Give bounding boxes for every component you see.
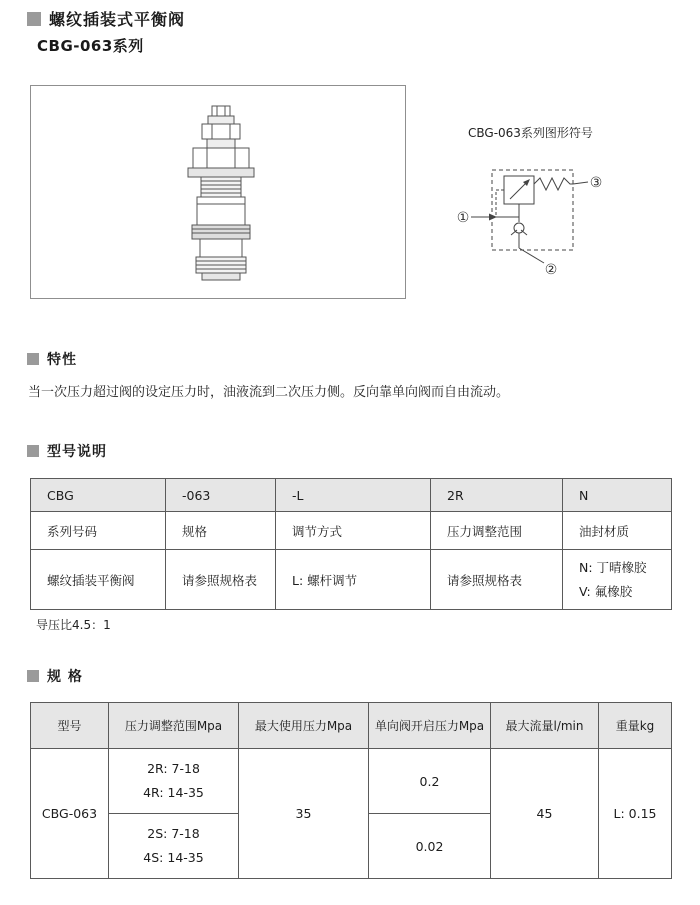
port-3-label: ③ <box>589 175 603 191</box>
title-square-icon <box>27 12 41 26</box>
features-heading <box>27 349 77 369</box>
symbol-caption: CBG-063系列图形符号 <box>468 126 593 140</box>
section-square-icon <box>27 670 39 682</box>
features-heading-label: 特性 <box>47 352 77 368</box>
seal-option-v: V: 氟橡胶 <box>579 583 633 599</box>
features-text: 当一次压力超过阀的设定压力时，油液流到二次压力侧。反向靠单向阀而自由流动。 <box>28 385 510 400</box>
spec-header-model: 型号 <box>31 703 109 749</box>
spec-model-value: CBG-063 <box>31 749 109 879</box>
value-series: 螺纹插装平衡阀 <box>31 550 166 610</box>
pilot-ratio-note: 导压比4.5：1 <box>36 618 111 632</box>
spec-pressure-range-s <box>109 814 239 879</box>
model-table-header-row <box>31 479 672 512</box>
model-seal-cell: N <box>563 479 672 512</box>
seal-option-n: N: 丁晴橡胶 <box>579 559 647 575</box>
label-adjust: 调节方式 <box>276 512 431 550</box>
spec-header-check-open: 单向阀开启压力Mpa <box>369 703 491 749</box>
series-subtitle: CBG-063系列 <box>37 37 144 55</box>
range-4r: 4R: 14-35 <box>143 785 204 800</box>
page-title: 螺纹插装式平衡阀 <box>49 10 186 29</box>
port-1-label: ① <box>456 210 470 226</box>
value-adjust: L: 螺杆调节 <box>276 550 431 610</box>
label-size: 规格 <box>166 512 276 550</box>
spec-check-open-s: 0.02 <box>369 814 491 879</box>
value-size: 请参照规格表 <box>166 550 276 610</box>
label-series: 系列号码 <box>31 512 166 550</box>
spec-max-flow-value: 45 <box>491 749 599 879</box>
model-designation-table <box>30 478 672 610</box>
spec-header-row <box>31 703 672 749</box>
spec-weight-value: L: 0.15 <box>599 749 672 879</box>
specs-heading-label: 规 格 <box>47 669 83 685</box>
model-range-cell: 2R <box>431 479 563 512</box>
model-code-cell: CBG <box>31 479 166 512</box>
model-adjust-cell: -L <box>276 479 431 512</box>
valve-cross-section-drawing <box>31 86 405 298</box>
spec-header-pressure-range: 压力调整范围Mpa <box>109 703 239 749</box>
spec-pressure-range-r <box>109 749 239 814</box>
title-block <box>27 7 185 30</box>
specifications-table <box>30 702 672 879</box>
hydraulic-symbol-diagram <box>440 138 640 288</box>
model-size-cell: -063 <box>166 479 276 512</box>
port-2-label: ② <box>544 262 558 278</box>
model-table-label-row <box>31 512 672 550</box>
label-range: 压力调整范围 <box>431 512 563 550</box>
label-seal: 油封材质 <box>563 512 672 550</box>
spec-header-max-pressure: 最大使用压力Mpa <box>239 703 369 749</box>
specs-heading <box>27 666 83 686</box>
model-heading-label: 型号说明 <box>47 444 107 460</box>
spec-row-r <box>31 749 672 814</box>
value-range: 请参照规格表 <box>431 550 563 610</box>
section-square-icon <box>27 445 39 457</box>
spec-header-max-flow: 最大流量l/min <box>491 703 599 749</box>
model-table-value-row <box>31 550 672 610</box>
valve-drawing-box <box>30 85 406 299</box>
value-seal <box>563 550 672 610</box>
spec-max-pressure-value: 35 <box>239 749 369 879</box>
spec-check-open-r: 0.2 <box>369 749 491 814</box>
spec-header-weight: 重量kg <box>599 703 672 749</box>
range-4s: 4S: 14-35 <box>143 850 204 865</box>
range-2s: 2S: 7-18 <box>147 826 200 842</box>
model-heading <box>27 441 107 461</box>
range-2r: 2R: 7-18 <box>147 761 200 777</box>
section-square-icon <box>27 353 39 365</box>
